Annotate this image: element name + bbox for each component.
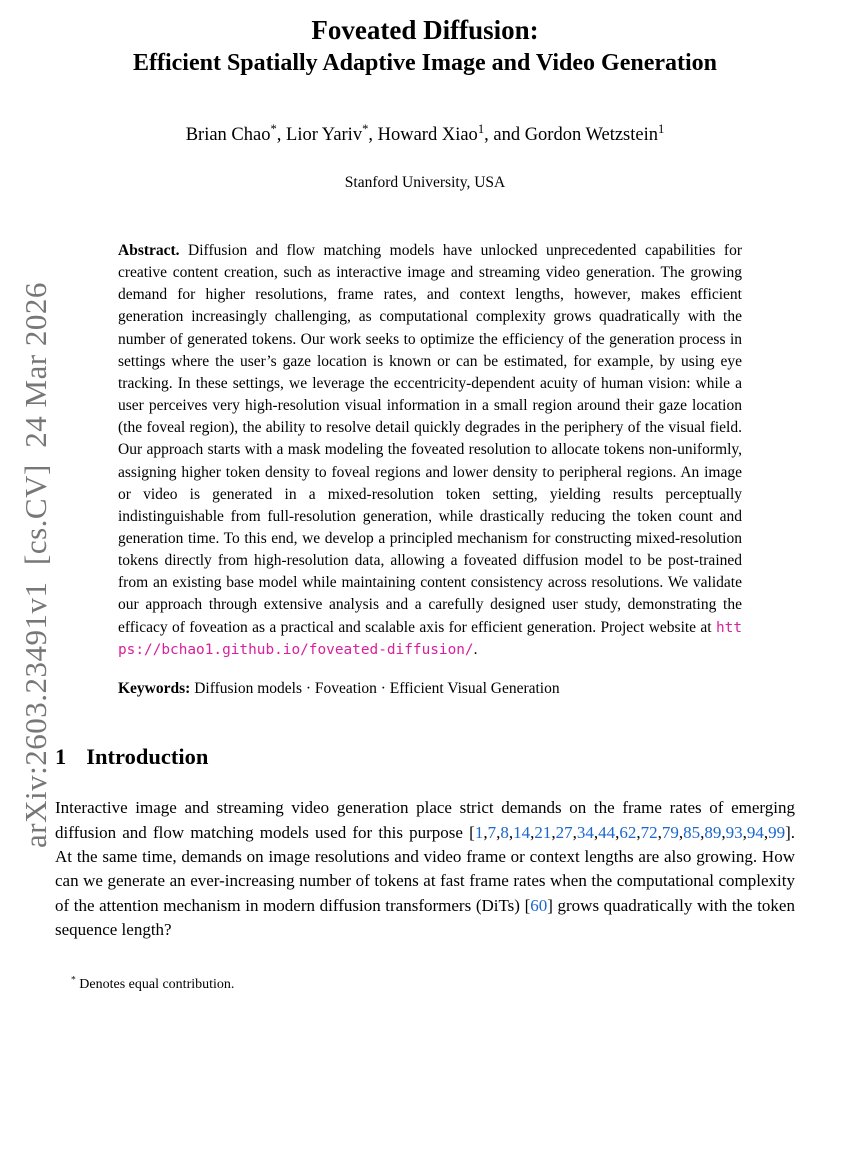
citation-link[interactable]: 14: [513, 822, 531, 842]
section-title: Introduction: [86, 744, 209, 770]
citation-link[interactable]: 27: [555, 822, 573, 842]
citation-link[interactable]: 44: [598, 822, 616, 842]
page-title-line1: Foveated Diffusion:: [311, 15, 539, 45]
section-heading: [55, 744, 795, 770]
equal-contribution-footnote: * Denotes equal contribution.: [71, 975, 235, 992]
title-block: [0, 0, 850, 79]
citation-link[interactable]: 8: [500, 822, 509, 842]
citation-link[interactable]: 99: [768, 822, 786, 842]
citation-link[interactable]: 60: [530, 895, 548, 915]
abstract-paragraph: Abstract. Diffusion and flow matching models have unlocked unprecedented capabilities for creative content creation, such as interactive image and streaming video generation. The growing demand for higher resolutions, frame rates, and context lengths, however, makes efficient generation increasingly challenging, as computational complexity grows quadratically with the number of generated tokens. Our work seeks to optimize the efficiency of the generation process in settings where the user’s gaze location is known or can be estimated, for example, by using eye tracking. In these settings, we leverage the eccentricity-dependent acuity of human vision: while a user perceives very high-resolution visual information in a small region around their gaze location (the foveal region), the ability to resolve detail quickly degrades in the periphery of the visual field. Our approach starts with a mask modeling the foveated resolution to allocate tokens non-uniformly, assigning higher token density to foveal regions and lower density to peripheral regions. An image or video is generated in a mixed-resolution token setting, yielding results perceptually indistinguishable from full-resolution generation, while drastically reducing the token count and generation time. To this end, we develop a principled mechanism for constructing mixed-resolution tokens directly from high-resolution data, allowing a foveated diffusion model to be post-trained from an existing base model while maintaining content consistency across resolutions. We validate our approach through extensive analysis and a carefully designed user study, demonstrating the efficacy of foveation as a practical and scalable axis for efficient generation. Project website at https://bchao1.github.io/foveated-diffusion/.: [118, 241, 742, 658]
citation-link[interactable]: 93: [725, 822, 743, 842]
citation-link[interactable]: 72: [640, 822, 658, 842]
arxiv-stamp: arXiv:2603.23491v1 [cs.CV] 24 Mar 2026: [18, 282, 53, 848]
citation-link[interactable]: 79: [661, 822, 679, 842]
citation-link[interactable]: 89: [704, 822, 722, 842]
abstract-block: [118, 240, 742, 700]
intro-paragraph: Interactive image and streaming video generation place strict demands on the frame rates of emerging diffusion and flow matching models used for this purpose [1,7,8,14,21,27,34,44,62,72,79,85,89,93,94,99]. At the same time, demands on image resolutions and video frame or context lengths are also growing. How can we generate an ever-increasing number of tokens at fast frame rates when the computational complexity of the attention mechanism in modern diffusion transformers (DiTs) [60] grows quadratically with the token sequence length?: [55, 798, 795, 940]
citation-link[interactable]: 62: [619, 822, 637, 842]
citation-link[interactable]: 94: [746, 822, 764, 842]
citation-link[interactable]: 1: [474, 822, 484, 842]
affiliation: Stanford University, USA: [344, 173, 506, 191]
page-title-line2: Efficient Spatially Adaptive Image and Video Generation: [132, 49, 717, 76]
citation-link[interactable]: 34: [576, 822, 594, 842]
project-website-link[interactable]: https://bchao1.github.io/foveated-diffusion/: [118, 619, 742, 658]
authors-line: Brian Chao*, Lior Yariv*, Howard Xiao$^1$, and Gordon Wetzstein$^1$: [185, 121, 665, 145]
citation-link[interactable]: 21: [534, 822, 552, 842]
keywords-line: Keywords: Diffusion models · Foveation · Efficient Visual Generation: [118, 679, 560, 697]
citation-link[interactable]: 85: [683, 822, 701, 842]
section-number: 1: [55, 744, 67, 770]
citation-link[interactable]: 7: [487, 822, 497, 842]
